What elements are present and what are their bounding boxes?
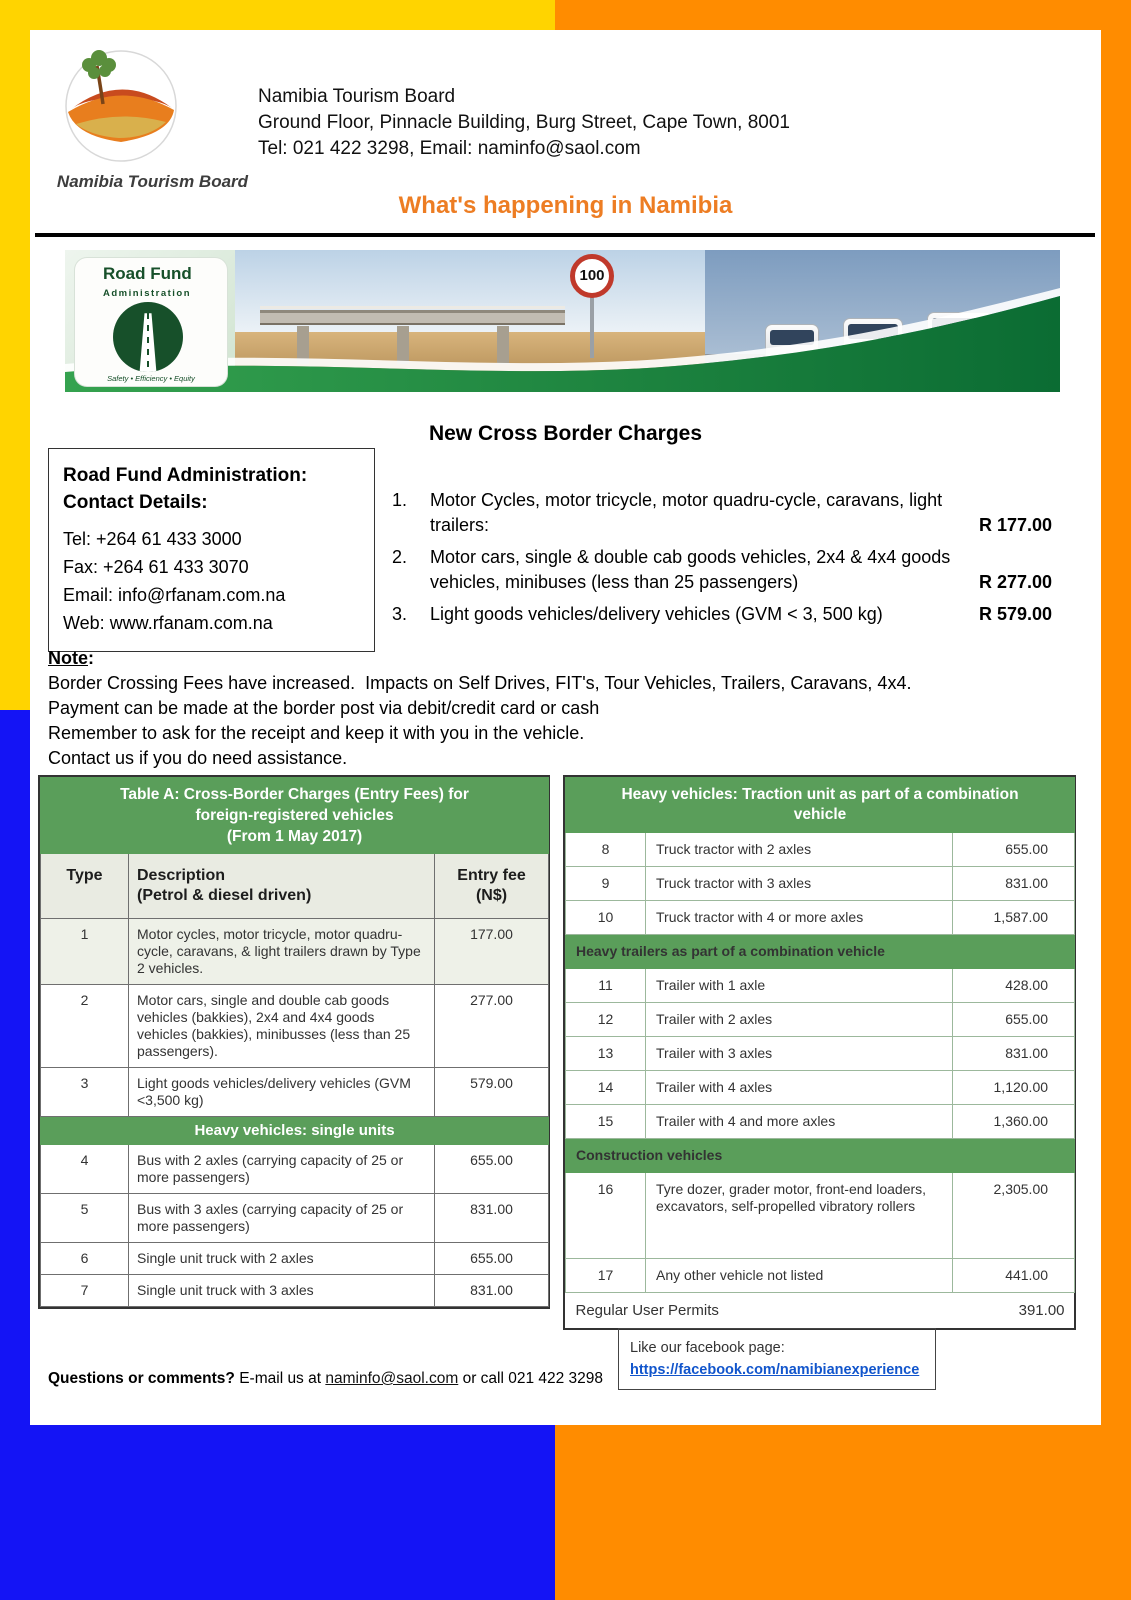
charge-item [392,488,1052,538]
table-a-column-header [41,854,549,919]
cell-type: 7 [41,1275,129,1307]
band-heavy-trailers: Heavy trailers as part of a combination vehicle [566,935,1075,969]
facebook-link[interactable]: https://facebook.com/namibianexperience [630,1362,920,1378]
rfa-road-dashes [147,313,149,372]
cell-description: Truck tractor with 3 axles [646,867,953,901]
org-address: Ground Floor, Pinnacle Building, Burg Street, Cape Town, 8001 [258,112,790,133]
org-contact: Tel: 021 422 3298, Email: naminfo@saol.com [258,138,641,159]
cell-description: Single unit truck with 2 axles [129,1243,435,1275]
cell-description: Bus with 2 axles (carrying capacity of 25 or more passengers) [129,1145,435,1194]
frame-top-orange [555,0,1131,30]
column-description-line2: (Petrol & diesel driven) [137,887,312,904]
table-row [41,1243,549,1275]
cell-fee: 1,587.00 [953,901,1075,935]
contact-fax: Fax: +264 61 433 3070 [63,557,249,577]
frame-top-yellow [0,0,555,30]
page-body [30,30,1101,1425]
cell-fee: 831.00 [435,1275,549,1307]
regular-user-permits-label: Regular User Permits [575,1302,719,1319]
charge-price: R 177.00 [978,515,1052,535]
cell-type: 3 [41,1068,129,1117]
note-label: Note [48,648,88,668]
cell-fee: 177.00 [435,919,549,985]
charges-list [392,488,1052,634]
charge-number: 2. [392,547,408,567]
note-colon: : [88,648,94,668]
charge-number: 3. [392,604,408,624]
frame-left-yellow [0,0,30,710]
cell-fee: 831.00 [435,1194,549,1243]
band-heavy-vehicles-single-units: Heavy vehicles: single units [41,1117,549,1145]
cell-number: 10 [566,901,646,935]
divider-rule [35,233,1095,237]
cell-description: Tyre dozer, grader motor, front-end loaders, excavators, self-propelled vibratory rollers [646,1173,953,1259]
table-b-header-row [566,778,1075,833]
table-band-row [41,1117,549,1145]
cell-number: 11 [566,969,646,1003]
cell-fee: 2,305.00 [953,1173,1075,1259]
contact-box-heading2: Contact Details: [63,492,208,513]
table-a-title-line2: foreign-registered vehicles [195,807,394,824]
contact-web: Web: www.rfanam.com.na [63,613,273,633]
table-a-title-row [41,778,549,854]
frame-bottom-blue [0,1425,555,1600]
cell-fee: 277.00 [435,985,549,1068]
cell-fee: 655.00 [435,1243,549,1275]
rfa-name-line1: Road Fund [103,264,192,283]
table-a-title-line3: (From 1 May 2017) [226,828,363,845]
cell-fee: 831.00 [953,1037,1075,1071]
regular-user-permits-row [566,1293,1075,1329]
table-band-row [566,1139,1075,1173]
table-row [566,1037,1075,1071]
cell-description: Light goods vehicles/delivery vehicles (GVM <3,500 kg) [129,1068,435,1117]
regular-user-permits-fee: 391.00 [1018,1302,1065,1319]
table-row [41,919,549,985]
table-band-row [566,935,1075,969]
charge-number: 1. [392,490,408,510]
table-row [41,985,549,1068]
cell-number: 9 [566,867,646,901]
cell-type: 2 [41,985,129,1068]
note-line: Contact us if you do need assistance. [48,748,348,768]
tagline: What's happening in Namibia [398,192,733,219]
column-type: Type [41,854,129,919]
table-b [565,777,1075,1328]
contact-box-lines [63,525,360,637]
note-label-line [48,646,911,671]
frame-right-orange [1101,0,1131,1600]
charge-price: R 277.00 [978,572,1052,592]
table-row [566,969,1075,1003]
cell-number: 12 [566,1003,646,1037]
band-construction-vehicles: Construction vehicles [566,1139,1075,1173]
table-b-title: Heavy vehicles: Traction unit as part of a combination vehicle [566,778,1075,833]
questions-bold: Questions or comments? [48,1370,235,1387]
logo-caption: Namibia Tourism Board [56,172,249,191]
speed-limit-100-icon: 100 [570,254,614,298]
rfa-name-line2: Administration [103,288,192,299]
cell-type: 6 [41,1243,129,1275]
cell-number: 17 [566,1259,646,1293]
org-name: Namibia Tourism Board [258,86,456,107]
cell-fee: 441.00 [953,1259,1075,1293]
cell-type: 5 [41,1194,129,1243]
cell-fee: 579.00 [435,1068,549,1117]
cell-description: Truck tractor with 2 axles [646,833,953,867]
cell-fee: 655.00 [953,1003,1075,1037]
note-section [48,646,911,771]
cell-description: Truck tractor with 4 or more axles [646,901,953,935]
table-row [566,1173,1075,1259]
charge-text: Light goods vehicles/delivery vehicles (GVM < 3, 500 kg) [430,604,883,624]
table-row [566,1003,1075,1037]
cell-fee: 655.00 [435,1145,549,1194]
cell-fee: 1,360.00 [953,1105,1075,1139]
cell-description: Trailer with 4 and more axles [646,1105,953,1139]
table-row [566,901,1075,935]
table-row [41,1068,549,1117]
contact-box-heading1: Road Fund Administration: [63,465,308,486]
header-address-block [258,84,790,162]
cell-description: Motor cars, single and double cab goods vehicles (bakkies), 2x4 and 4x4 goods vehicles (bakkies), minibusses (less than 25 passengers). [129,985,435,1068]
frame-bottom-orange [555,1425,1131,1600]
table-a-wrapper [38,775,550,1309]
note-line: Border Crossing Fees have increased. Impacts on Self Drives, FIT's, Tour Vehicles, Trailers, Caravans, 4x4. [48,673,912,693]
table-row [566,1105,1075,1139]
cell-fee: 831.00 [953,867,1075,901]
column-description-line1: Description [137,867,226,884]
table-row [566,833,1075,867]
charge-text: Motor cars, single & double cab goods vehicles, 2x4 & 4x4 goods vehicles, minibuses (less than 25 passengers) [430,547,951,592]
road-fund-administration-logo [75,258,227,386]
table-row [566,867,1075,901]
note-line: Payment can be made at the border post via debit/credit card or cash [48,698,600,718]
table-row [566,1071,1075,1105]
column-entry-fee [435,854,549,919]
questions-tail: or call 021 422 3298 [458,1370,604,1387]
rfa-road-icon [113,302,183,372]
table-row [41,1194,549,1243]
cell-description: Trailer with 1 axle [646,969,953,1003]
rfa-logo-name [103,265,192,302]
contact-box [48,448,375,652]
road-fund-banner-image [65,250,1060,392]
questions-mid: E-mail us at [234,1370,326,1387]
cell-description: Single unit truck with 3 axles [129,1275,435,1307]
page-title: New Cross Border Charges [428,422,703,445]
cell-number: 15 [566,1105,646,1139]
table-a [40,777,549,1307]
cell-description: Any other vehicle not listed [646,1259,953,1293]
email-link[interactable]: naminfo@saol.com [325,1370,459,1387]
column-fee-line2: (N$) [475,887,508,904]
cell-description: Trailer with 4 axles [646,1071,953,1105]
table-a-title-line1: Table A: Cross-Border Charges (Entry Fees) for [120,786,469,803]
rfa-motto: Safety • Efficiency • Equity [107,374,195,383]
table-b-wrapper [563,775,1076,1330]
table-row [566,1259,1075,1293]
cell-description: Motor cycles, motor tricycle, motor quadru-cycle, caravans, & light trailers drawn by Type 2 vehicles. [129,919,435,985]
cell-description: Bus with 3 axles (carrying capacity of 25 or more passengers) [129,1194,435,1243]
column-description [129,854,435,919]
table-row [41,1275,549,1307]
facebook-box [618,1328,936,1390]
cell-fee: 655.00 [953,833,1075,867]
cell-description: Trailer with 3 axles [646,1037,953,1071]
cell-number: 13 [566,1037,646,1071]
contact-email: Email: info@rfanam.com.na [63,585,286,605]
questions-line [48,1370,603,1388]
cell-number: 14 [566,1071,646,1105]
table-a-title [41,778,549,854]
cell-type: 1 [41,919,129,985]
note-line: Remember to ask for the receipt and keep it with you in the vehicle. [48,723,585,743]
table-row [41,1145,549,1194]
contact-tel: Tel: +264 61 433 3000 [63,529,242,549]
cell-type: 4 [41,1145,129,1194]
namibia-tourism-board-logo-icon [60,48,182,170]
charge-price: R 579.00 [978,604,1052,624]
charge-item [392,602,1052,627]
cell-fee: 1,120.00 [953,1071,1075,1105]
cell-description: Trailer with 2 axles [646,1003,953,1037]
column-fee-line1: Entry fee [457,867,526,884]
cell-number: 8 [566,833,646,867]
charge-text: Motor Cycles, motor tricycle, motor quadru-cycle, caravans, light trailers: [430,490,943,535]
charge-item [392,545,1052,595]
cell-number: 16 [566,1173,646,1259]
facebook-label: Like our facebook page: [630,1340,785,1356]
cell-fee: 428.00 [953,969,1075,1003]
